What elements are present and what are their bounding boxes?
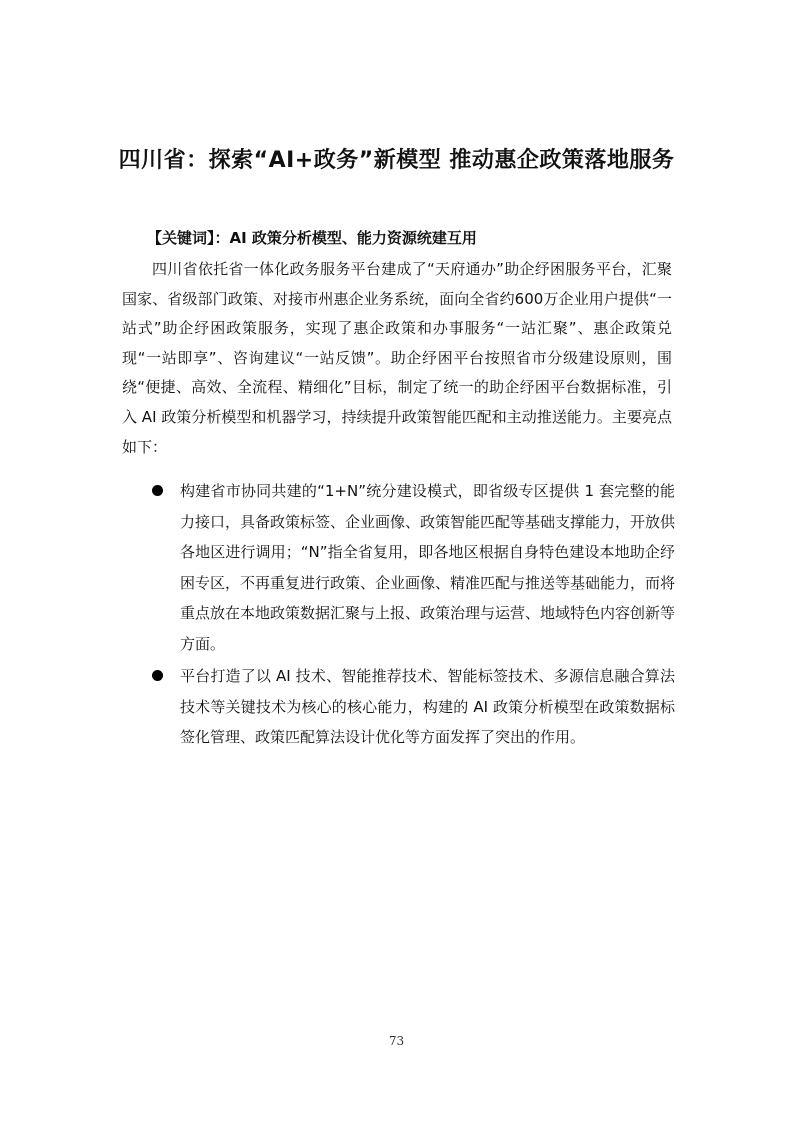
list-item xyxy=(150,476,675,659)
list-item-text: 平台打造了以 AI 技术、智能推荐技术、智能标签技术、多源信息融合算法技术等关键技术为核心的核心能力，构建的 AI 政策分析模型在政策数据标签化管理、政策匹配算法设计优化等方面发挥了突出的作用。 xyxy=(180,667,675,746)
page-number: 73 xyxy=(388,1034,405,1048)
list-item-text: 构建省市协同共建的“1+N”统分建设模式，即省级专区提供 1 套完整的能力接口，具备政策标签、企业画像、政策智能匹配等基础支撑能力，开放供各地区进行调用；“N”指全省复用，即各地区根据自身特色建设本地助企纾困专区，不再重复进行政策、企业画像、精准匹配与推送等基础能力，而将重点放在本地政策数据汇聚与上报、政策治理与运营、地域特色内容创新等方面。 xyxy=(180,482,676,653)
bullet-dot-icon xyxy=(152,670,163,681)
bullet-dot-icon xyxy=(152,485,163,496)
highlights-list xyxy=(150,476,675,755)
list-item xyxy=(150,661,675,753)
keywords-line: 【关键词】：AI 政策分析模型、能力资源统建互用 xyxy=(147,229,477,247)
intro-paragraph: 四川省依托省一体化政务服务平台建成了“天府通办”助企纾困服务平台，汇聚国家、省级部门政策、对接市州惠企业务系统，面向全省约600万企业用户提供“一站式”助企纾困政策服务，实现了惠企政策和办事服务“一站汇聚”、惠企政策兑现“一站即享”、咨询建议“一站反馈”。助企纾困平台按照省市分级建设原则，围绕“便捷、高效、全流程、精细化”目标，制定了统一的助企纾困平台数据标准，引入 AI 政策分析模型和机器学习，持续提升政策智能匹配和主动推送能力。主要亮点如下： xyxy=(122,260,672,456)
page-title: 四川省：探索“AI+政务”新模型 推动惠企政策落地服务 xyxy=(118,148,675,173)
